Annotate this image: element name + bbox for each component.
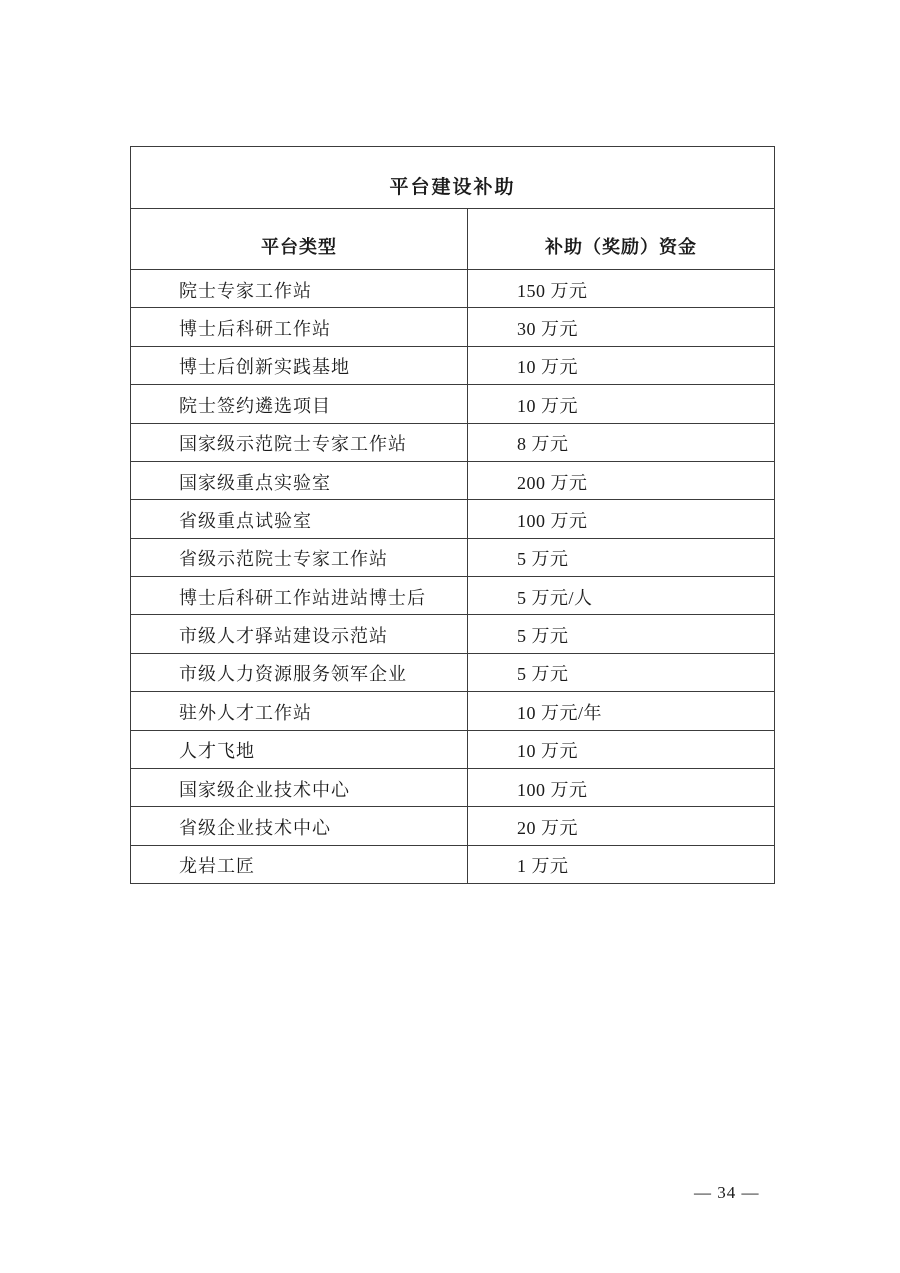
subsidy-amount-cell: 200 万元 xyxy=(467,462,774,499)
platform-type-cell: 博士后创新实践基地 xyxy=(179,357,350,378)
subsidy-amount-cell: 150 万元 xyxy=(467,270,774,307)
platform-type-cell: 龙岩工匠 xyxy=(179,856,255,877)
column-header-platform-type: 平台类型 xyxy=(261,237,337,257)
table-row xyxy=(131,576,774,614)
subsidy-amount-cell: 10 万元 xyxy=(467,731,774,768)
table-row xyxy=(131,269,774,307)
platform-type-cell: 博士后科研工作站 xyxy=(179,319,331,340)
page-number: — 34 — xyxy=(694,1183,760,1202)
platform-type-cell: 国家级企业技术中心 xyxy=(179,779,350,800)
subsidy-amount-cell: 1 万元 xyxy=(467,846,774,883)
platform-type-cell: 国家级重点实验室 xyxy=(179,472,331,493)
subsidy-amount-cell: 5 万元 xyxy=(467,615,774,652)
platform-type-cell: 省级企业技术中心 xyxy=(179,817,331,838)
table-row xyxy=(131,499,774,537)
platform-type-cell: 驻外人才工作站 xyxy=(179,702,312,723)
table-row xyxy=(131,653,774,691)
table-row xyxy=(131,691,774,729)
table-row xyxy=(131,806,774,844)
subsidy-amount-cell: 8 万元 xyxy=(467,424,774,461)
table-row xyxy=(131,346,774,384)
table-row xyxy=(131,538,774,576)
subsidy-amount-cell: 100 万元 xyxy=(467,769,774,806)
subsidy-table xyxy=(130,146,775,884)
table-row xyxy=(131,384,774,422)
table-row xyxy=(131,461,774,499)
subsidy-amount-cell: 5 万元/人 xyxy=(467,577,774,614)
platform-type-cell: 市级人才驿站建设示范站 xyxy=(179,626,388,647)
platform-type-cell: 国家级示范院士专家工作站 xyxy=(179,434,407,455)
column-header-subsidy-amount: 补助（奖励）资金 xyxy=(467,209,774,269)
subsidy-amount-cell: 20 万元 xyxy=(467,807,774,844)
subsidy-amount-cell: 10 万元 xyxy=(467,385,774,422)
subsidy-amount-cell: 5 万元 xyxy=(467,654,774,691)
subsidy-amount-cell: 5 万元 xyxy=(467,539,774,576)
table-row xyxy=(131,730,774,768)
table-header-row xyxy=(131,208,774,269)
table-row xyxy=(131,768,774,806)
platform-type-cell: 院士专家工作站 xyxy=(179,280,312,301)
platform-type-cell: 人才飞地 xyxy=(179,741,255,762)
table-title: 平台建设补助 xyxy=(389,177,516,198)
platform-type-cell: 市级人力资源服务领军企业 xyxy=(179,664,407,685)
platform-type-cell: 博士后科研工作站进站博士后 xyxy=(179,587,426,608)
subsidy-amount-cell: 10 万元/年 xyxy=(467,692,774,729)
platform-type-cell: 省级重点试验室 xyxy=(179,510,312,531)
subsidy-amount-cell: 100 万元 xyxy=(467,500,774,537)
subsidy-amount-cell: 30 万元 xyxy=(467,308,774,345)
platform-type-cell: 省级示范院士专家工作站 xyxy=(179,549,388,570)
platform-type-cell: 院士签约遴选项目 xyxy=(179,395,331,416)
table-row xyxy=(131,614,774,652)
table-row xyxy=(131,423,774,461)
table-row xyxy=(131,845,774,883)
table-row xyxy=(131,307,774,345)
subsidy-amount-cell: 10 万元 xyxy=(467,347,774,384)
